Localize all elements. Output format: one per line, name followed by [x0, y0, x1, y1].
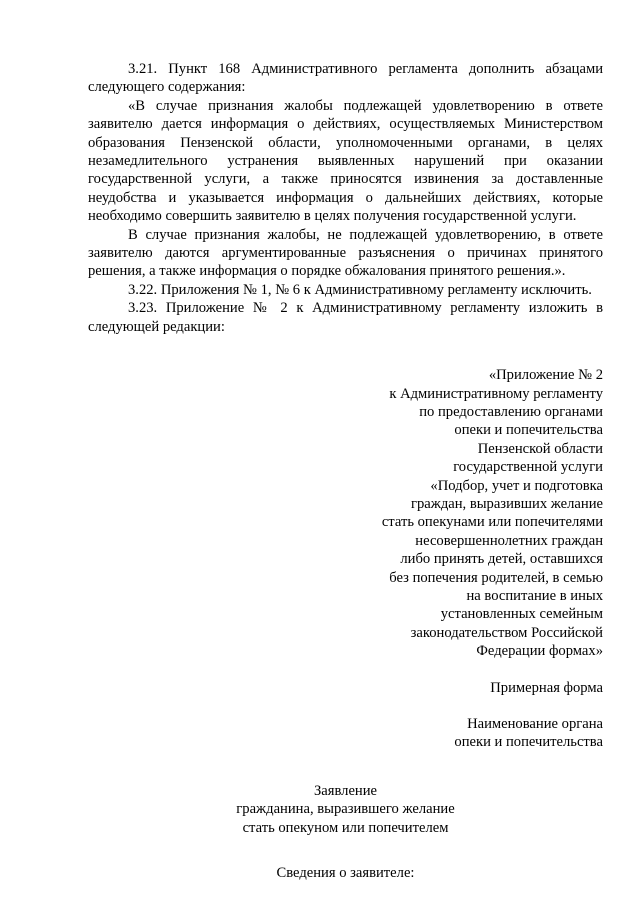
- appendix-header-line: либо принять детей, оставшихся: [400, 551, 603, 568]
- appendix-header-line: граждан, выразивших желание: [410, 495, 603, 512]
- appendix-header-line: Пензенской области: [477, 440, 603, 457]
- appendix-header-line: законодательством Российской: [410, 624, 603, 641]
- statement-title: [88, 782, 603, 837]
- form-label: Примерная форма: [490, 679, 603, 696]
- appendix-header-line: без попечения родителей, в семью: [389, 569, 603, 586]
- paragraph-3-21: 3.21. Пункт 168 Административного регламента дополнить абзацами следующего содержания:: [88, 61, 603, 96]
- appendix-header-line: на воспитание в иных: [466, 587, 603, 604]
- appendix-header: [88, 366, 603, 752]
- authority-name-line: опеки и попечительства: [454, 734, 603, 751]
- applicant-info-heading: Сведения о заявителе:: [276, 865, 415, 882]
- appendix-header-line: государственной услуги: [453, 459, 603, 476]
- appendix-header-line: установленных семейным: [440, 606, 603, 623]
- appendix-header-line: «Подбор, учет и подготовка: [430, 477, 603, 494]
- appendix-header-line: по предоставлению органами: [419, 403, 603, 420]
- document-page: [88, 60, 603, 882]
- paragraph-complaint-rejected: В случае признания жалобы, не подлежащей удовлетворению, в ответе заявителю даются аргументированные разъяснения о причинах принятого решения, а также информация о порядке обжалования принятого решения.».: [88, 226, 603, 280]
- statement-title-line: Заявление: [313, 782, 378, 799]
- authority-name-line: Наименование органа: [467, 716, 603, 732]
- statement-title-line: стать опекуном или попечителем: [242, 819, 449, 836]
- appendix-header-line: опеки и попечительства: [454, 422, 603, 439]
- appendix-header-line: несовершеннолетних граждан: [415, 532, 603, 549]
- appendix-header-line: «Приложение № 2: [488, 367, 603, 384]
- appendix-header-line: к Административному регламенту: [389, 385, 603, 402]
- appendix-header-line: стать опекунами или попечителями: [381, 514, 603, 531]
- paragraph-3-22: 3.22. Приложения № 1, № 6 к Административному регламенту исключить.: [128, 281, 592, 298]
- appendix-header-line: Федерации формах»: [476, 643, 603, 660]
- paragraph-complaint-satisfied: «В случае признания жалобы подлежащей удовлетворению в ответе заявителю дается информация о действиях, осуществляемых Министерством образования Пензенской области, уполномоченными органами, в целях незамедлительного устранения выявленных нарушений при оказании государственной услуги, а также приносятся извинения за доставленные неудобства и указывается информация о дальнейших действиях, которые необходимо совершить заявителю в целях получения государственной услуги.: [88, 97, 603, 225]
- paragraph-3-23: 3.23. Приложение № 2 к Административному регламенту изложить в следующей редакции:: [88, 300, 603, 335]
- statement-title-line: гражданина, выразившего желание: [236, 801, 455, 818]
